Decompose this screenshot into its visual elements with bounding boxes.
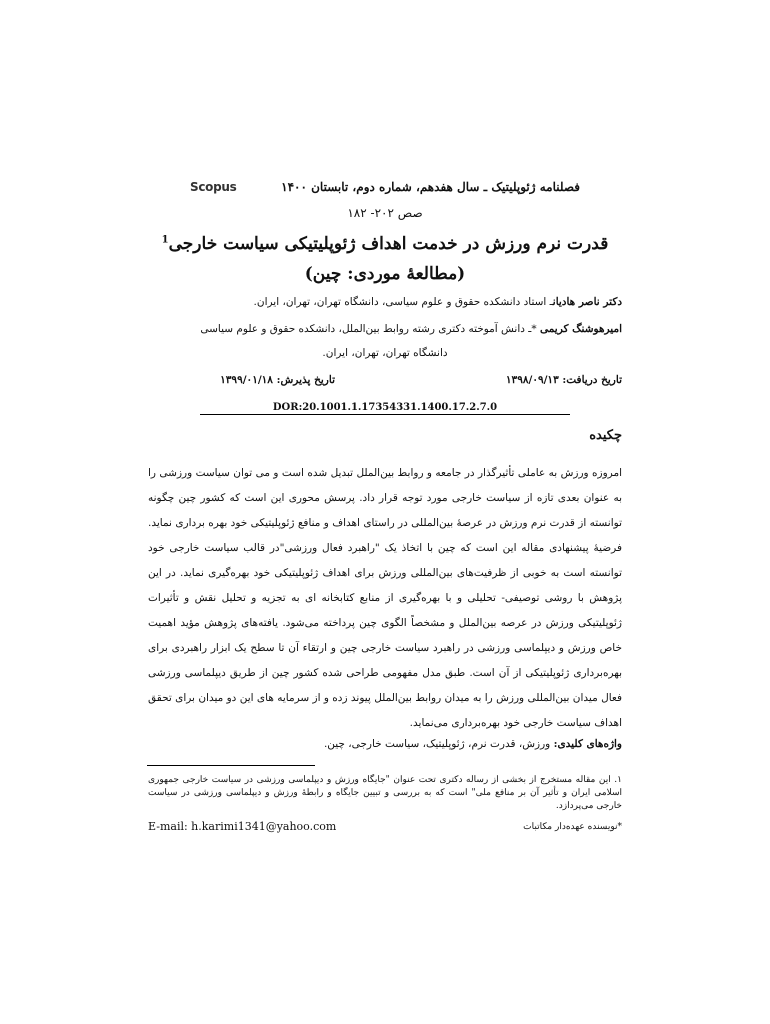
page-range: صص ۲۰۲- ۱۸۲ xyxy=(347,206,423,220)
author-2-name: امیرهوشنگ کریمی xyxy=(539,323,622,335)
author-1 xyxy=(254,296,622,308)
author-2-affiliation-cont: دانشگاه تهران، تهران، ایران. xyxy=(322,347,448,359)
scopus-logo: Scopus xyxy=(190,180,237,194)
keywords-label: واژه‌های کلیدی: xyxy=(553,738,622,750)
abstract-heading: چکیده xyxy=(589,428,622,443)
corresponding-author-note: *نویسنده عهده‌دار مکاتبات xyxy=(523,822,622,832)
author-1-name: دکتر ناصر هادیان xyxy=(552,296,622,308)
doi-line: DOR:20.1001.1.17354331.1400.17.2.7.0 xyxy=(272,402,498,413)
article-subtitle: (مطالعۀ موردی: چین) xyxy=(304,264,466,284)
author-2 xyxy=(148,323,622,335)
keywords-value: ورزش، قدرت نرم، ژئوپلیتیک، سیاست خارجی، چین. xyxy=(323,738,554,750)
footnote-divider xyxy=(147,765,315,766)
journal-issue-line: فصلنامه ژئوپلیتیک ـ سال هفدهم، شماره دوم، تابستان ۱۴۰۰ xyxy=(281,180,580,194)
author-1-affiliation: ـ استاد دانشکده حقوق و علوم سیاسی، دانشگاه تهران، تهران، ایران. xyxy=(253,296,553,308)
accepted-date: تاریخ پذیرش: ۱۳۹۹/۰۱/۱۸ xyxy=(220,374,335,386)
footnote-text: ۱. این مقاله مستخرج از بخشی از رساله دکتری تحت عنوان "جایگاه ورزش و دیپلماسی ورزشی در سیاست خارجی جمهوری اسلامی ایران و تأثیر آن بر منافع ملی" است که به بررسی و تبیین جایگاه و رابطۀ ورزش و دیپلماسی ورزشی در سیاست خارجی می‌پردازد. xyxy=(148,775,622,811)
doi-underline xyxy=(200,414,570,415)
received-date: تاریخ دریافت: ۱۳۹۸/۰۹/۱۳ xyxy=(505,374,622,386)
keywords xyxy=(148,738,622,750)
article-title xyxy=(0,234,770,254)
author-email: E-mail: h.karimi1341@yahoo.com xyxy=(148,820,337,833)
article-title-text: قدرت نرم ورزش در خدمت اهداف ژئوپلیتیکی سیاست خارجی xyxy=(168,234,609,254)
author-2-affiliation: *ـ دانش آموخته دکتری رشته روابط بین‌الملل، دانشکده حقوق و علوم سیاسی xyxy=(200,323,537,335)
title-footnote-marker: 1 xyxy=(161,234,169,246)
abstract-body: امروزه ورزش به عاملی تأثیرگذار در جامعه و روابط بین‌الملل تبدیل شده است و می توان سیاست ورزشی را به عنوان بعدی تازه از سیاست خارجی مورد توجه قرار داد. پرسش محوری این است که کشور چین چگونه توانسته از قدرت نرم ورزش در عرصۀ بین‌المللی در راستای اهداف و منافع ژئوپلیتیکی خود بهره برداری نماید. فرضیۀ پیشنهادی مقاله این است که چین با اتخاذ یک "راهبرد فعال ورزشی"در قالب سیاست خارجی خود توانسته است به خوبی از ظرفیت‌های بین‌المللی ورزش برای اهداف ژئوپلیتیکی خود بهره‌گیری نماید. در این پژوهش با روشی توصیفی- تحلیلی و با بهره‌گیری از منابع کتابخانه ای به تجزیه و تحلیل نقش و تأثیرات ژئوپلیتیکی ورزش در عرصه بین‌الملل و مشخصاً الگوی چین پرداخته می‌شود. یافته‌های پژوهش مؤید اهمیت خاص ورزش و دیپلماسی ورزشی در راهبرد سیاست خارجی چین و ارتقاء آن تا سطح یک ابزار راهبردی برای بهره‌برداری ژئوپلیتیکی از آن است. طبق مدل مفهومی طراحی شده کشور چین از طریق دیپلماسی ورزشی فعال میدان بین‌المللی ورزش را به میدان روابط بین‌الملل پیوند زده و از سرمایه های این دو میدان برای تحقق اهداف سیاست خارجی خود بهره‌برداری می‌نماید. xyxy=(148,467,622,729)
